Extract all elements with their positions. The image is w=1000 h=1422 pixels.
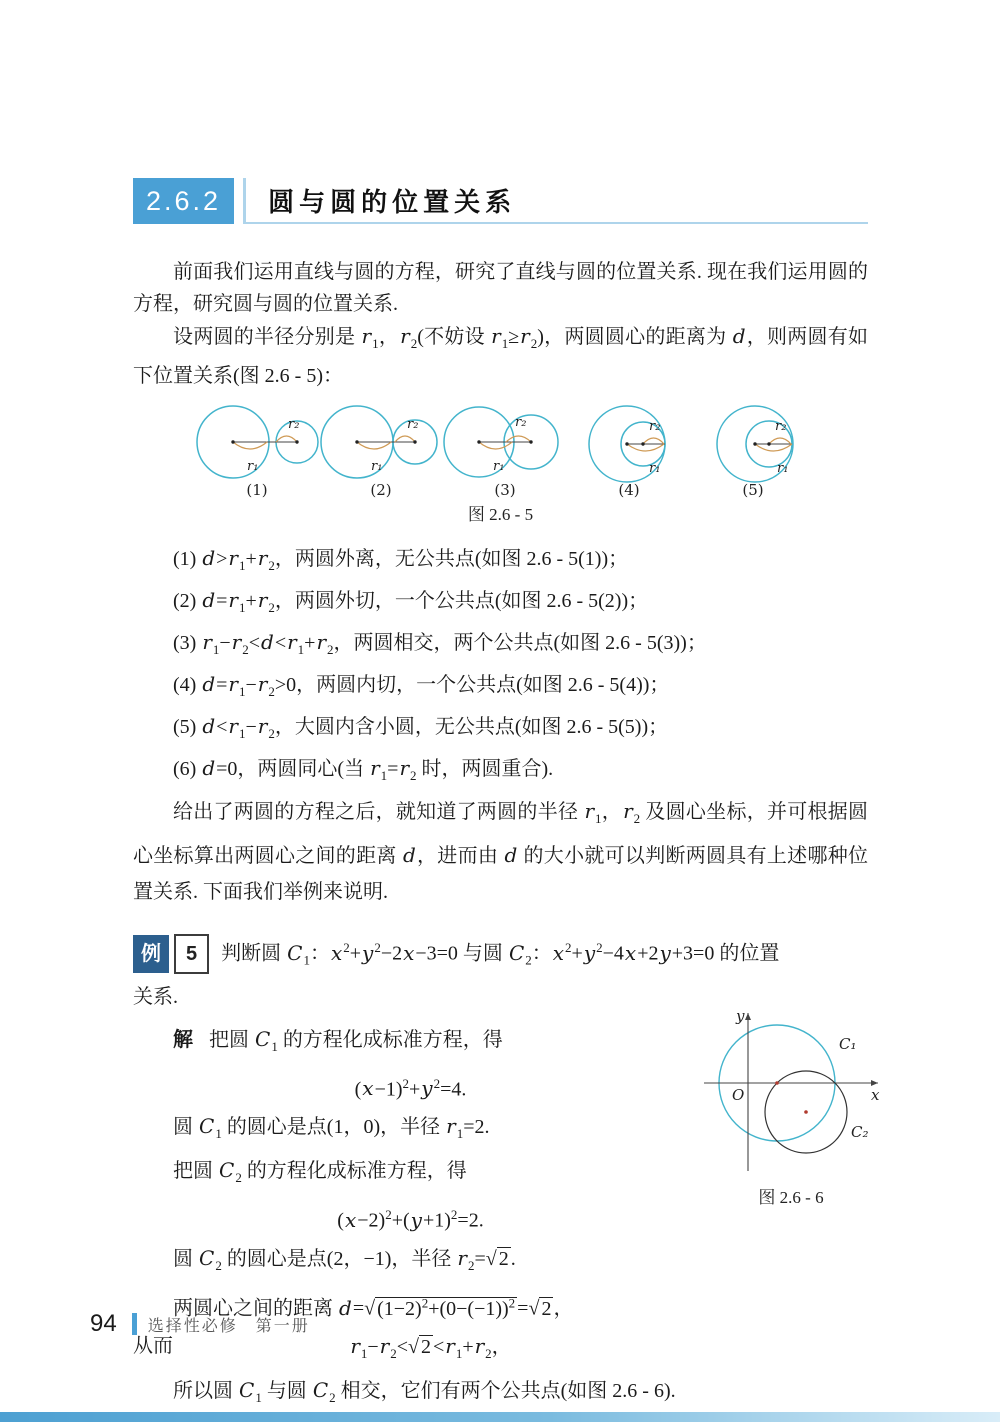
solution-lines bbox=[133, 1021, 688, 1416]
intro-paragraph-2: 设两圆的半径分别是 $r_1$，$r_2$(不妨设 $r_1\ge r_2$)，两圆圆心的距离为 d，则两圆有如下位置关系(图 2.6 - 5)： bbox=[133, 324, 869, 387]
book-title: 选择性必修 第一册 bbox=[147, 1317, 310, 1335]
relation-diagram-2 bbox=[319, 398, 443, 498]
relation-diagram-3 bbox=[443, 398, 567, 498]
svg-text:r₂: r₂ bbox=[288, 417, 300, 432]
section-header bbox=[133, 178, 868, 224]
svg-text:(4): (4) bbox=[618, 481, 640, 498]
solution-jie-label: 解 bbox=[173, 1028, 193, 1051]
svg-text:O: O bbox=[732, 1085, 745, 1104]
relation-item-6: (6) d=0，两圆同心(当 $r_1=r_2$ 时，两圆重合). bbox=[173, 756, 554, 783]
page-bottom-decoration-bar bbox=[0, 1412, 1000, 1422]
figure-2-6-6-plot bbox=[696, 1005, 886, 1177]
solution-line-1-text: 把圆 $C_1$ 的方程化成标准方程，得 bbox=[209, 1026, 503, 1054]
svg-text:(5): (5) bbox=[742, 481, 764, 498]
relation-item-5: (5) $d<r_1-r_2$，大圆内含小圆，无公共点(如图 2.6 - 5(5))； bbox=[173, 714, 669, 741]
figure-2-6-6 bbox=[696, 1005, 886, 1208]
page-content bbox=[133, 178, 880, 1416]
example-5 bbox=[133, 930, 868, 1015]
example-badge-number: 5 bbox=[174, 934, 209, 974]
solution-equation-3: $r_1-r_2<√$ $2 <r_1+r_2$， bbox=[350, 1333, 512, 1361]
relations-list bbox=[133, 541, 868, 793]
svg-text:(1): (1) bbox=[246, 481, 268, 498]
summary-paragraph: 给出了两圆的方程之后，就知道了两圆的半径 $r_1$，$r_2$ 及圆心坐标，并可根据圆心坐标算出两圆心之间的距离 d，进而由 d 的大小就可以判断两圆具有上述哪种位置关系. 下面我们举例来说明. bbox=[133, 799, 869, 903]
svg-text:r₁: r₁ bbox=[777, 461, 789, 476]
solution-line-7: 两圆心之间的距离 d=√ $(1-2)^2+(0-(-1))^2$ =√ 2 ， bbox=[173, 1294, 574, 1320]
svg-text:r₁: r₁ bbox=[371, 459, 383, 474]
section-number-badge: 2.6.2 bbox=[133, 178, 234, 224]
section-title-rule bbox=[243, 178, 868, 224]
relation-item-4: (4) $d=r_1-r_2>0$，两圆内切，一个公共点(如图 2.6 - 5(4))； bbox=[173, 672, 670, 699]
svg-text:r₂: r₂ bbox=[775, 419, 787, 434]
solution-line-6: 圆 $C_2$ 的圆心是点(2，−1)，半径 $r_2=√$ 2 . bbox=[173, 1245, 516, 1273]
svg-text:x: x bbox=[871, 1085, 880, 1104]
section-title: 圆与圆的位置关系 bbox=[268, 186, 517, 217]
svg-text:r₂: r₂ bbox=[515, 415, 527, 430]
conglian-label: 从而 bbox=[133, 1334, 173, 1357]
relation-diagram-4 bbox=[567, 398, 691, 498]
solution-conclusion: 所以圆 $C_1$ 与圆 $C_2$ 相交，它们有两个公共点(如图 2.6 - 6). bbox=[173, 1377, 676, 1405]
intro-paragraph-1: 前面我们运用直线与圆的方程，研究了直线与圆的位置关系. 现在我们运用圆的方程，研究圆与圆的位置关系. bbox=[133, 261, 868, 315]
figure-2-6-5-diagrams bbox=[195, 398, 868, 498]
svg-text:y: y bbox=[736, 1006, 745, 1025]
svg-text:C₁: C₁ bbox=[839, 1034, 857, 1053]
solution-equation-2: $(x-2)^2+(y+1)^2=2$. bbox=[337, 1207, 484, 1232]
relation-item-1: (1) $d>r_1+r_2$，两圆外离，无公共点(如图 2.6 - 5(1))； bbox=[173, 546, 629, 573]
example-statement-line-1 bbox=[133, 930, 868, 979]
solution-line-3: 圆 $C_1$ 的圆心是点(1，0)，半径 $r_1=2$. bbox=[173, 1114, 490, 1142]
relation-diagram-5 bbox=[691, 398, 815, 498]
svg-text:(3): (3) bbox=[494, 481, 516, 498]
example-badge-label: 例 bbox=[133, 935, 169, 973]
relation-diagram-1 bbox=[195, 398, 319, 498]
footer-divider-bar bbox=[132, 1313, 137, 1335]
solution-line-4: 把圆 $C_2$ 的方程化成标准方程，得 bbox=[173, 1158, 467, 1186]
figure-2-6-5-caption: 图 2.6 - 5 bbox=[467, 505, 534, 524]
solution-line-1 bbox=[133, 1021, 688, 1065]
svg-text:r₁: r₁ bbox=[649, 461, 661, 476]
svg-text:r₂: r₂ bbox=[407, 417, 419, 432]
example-badge bbox=[133, 934, 209, 974]
solution-section bbox=[133, 1006, 880, 1416]
svg-text:C₂: C₂ bbox=[851, 1122, 869, 1141]
example-statement-text: 判断圆 $C_1$：$x^2+y^2-2x-3=0$ 与圆 $C_2$：$x^2+y^2-4x+2y+3=0$ 的位置 bbox=[221, 940, 780, 968]
svg-text:r₁: r₁ bbox=[493, 459, 505, 474]
svg-text:r₁: r₁ bbox=[247, 459, 259, 474]
relation-item-2: (2) $d=r_1+r_2$，两圆外切，一个公共点(如图 2.6 - 5(2))； bbox=[173, 588, 649, 615]
svg-text:r₂: r₂ bbox=[649, 419, 661, 434]
page-footer bbox=[90, 1310, 310, 1338]
page-number: 94 bbox=[90, 1310, 117, 1337]
relation-item-3: (3) $r_1-r_2<d<r_1+r_2$，两圆相交，两个公共点(如图 2.6 - 5(3))； bbox=[173, 630, 707, 657]
svg-text:(2): (2) bbox=[370, 481, 392, 498]
example-statement-line-2: 关系. bbox=[133, 985, 178, 1008]
solution-equation-1: $(x-1)^2+y^2=4$. bbox=[354, 1075, 467, 1101]
figure-2-6-6-caption: 图 2.6 - 6 bbox=[758, 1187, 824, 1207]
